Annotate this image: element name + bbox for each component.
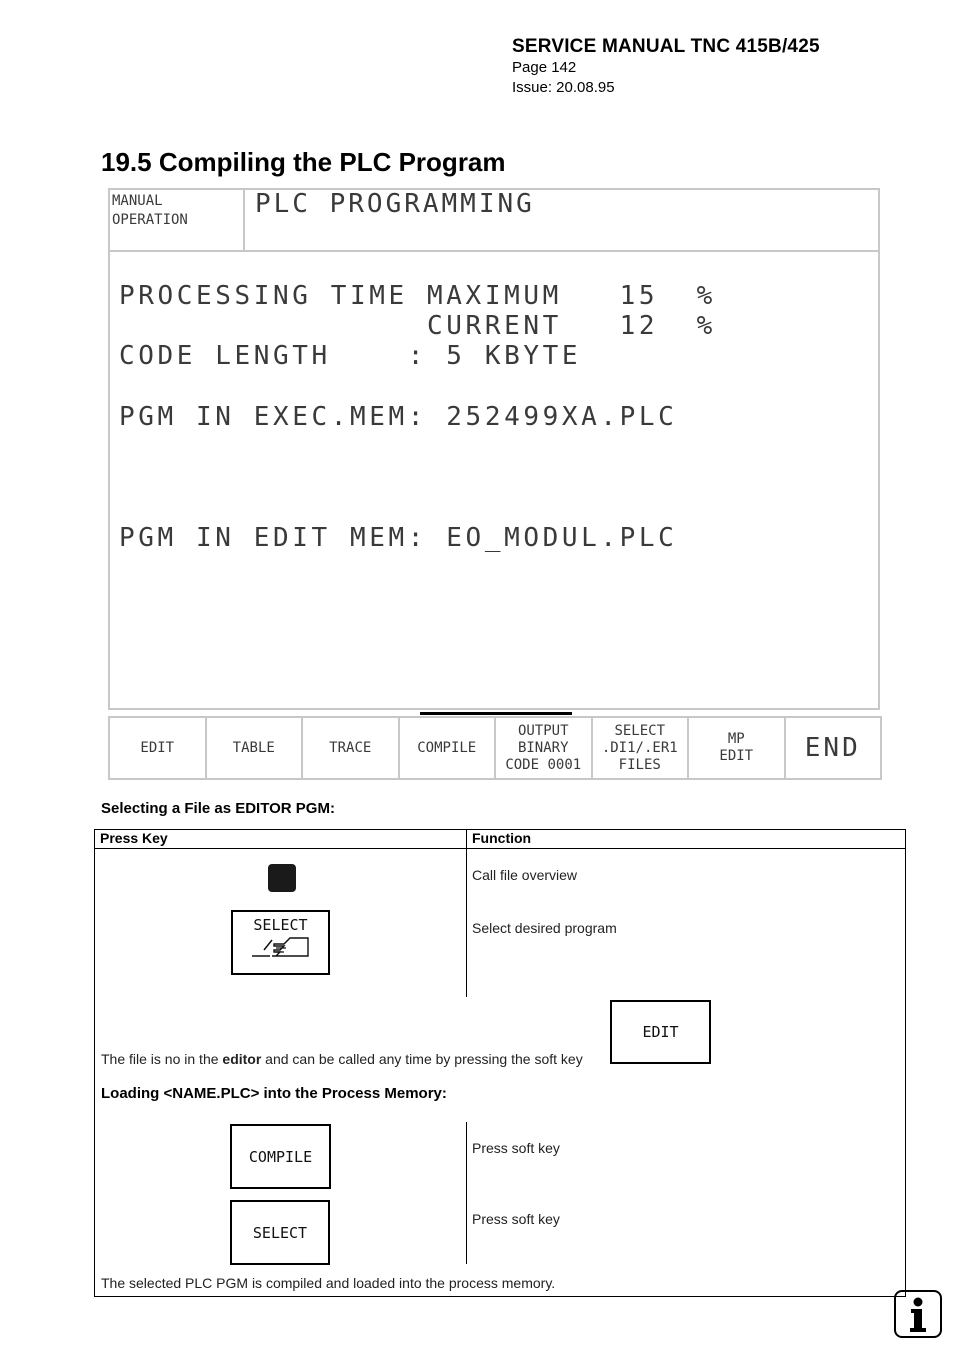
select-key-2-label: SELECT	[252, 1223, 308, 1242]
softkey-output-binary[interactable]: OUTPUT BINARY CODE 0001	[496, 718, 593, 778]
loading-heading: Loading <NAME.PLC> into the Process Memory:	[101, 1085, 447, 1102]
table-header-divider	[94, 848, 906, 849]
compile-key-label: COMPILE	[248, 1147, 313, 1166]
compile-key[interactable]	[230, 1124, 331, 1189]
manual-title: SERVICE MANUAL TNC 415B/425	[512, 36, 820, 57]
exec-mem-line: PGM IN EXEC.MEM: 252499XA.PLC	[119, 402, 678, 432]
col-header-function: Function	[472, 830, 532, 846]
function-select-program: Select desired program	[472, 920, 617, 936]
info-icon	[894, 1290, 942, 1338]
softkey-table[interactable]: TABLE	[207, 718, 304, 778]
select-key-label: SELECT	[253, 916, 308, 934]
mode-indicator	[108, 188, 245, 252]
softkey-compile[interactable]: COMPILE	[400, 718, 497, 778]
selecting-heading: Selecting a File as EDITOR PGM:	[101, 800, 335, 817]
editor-note-pre: The file is no in the	[101, 1051, 223, 1067]
tnc-screen	[108, 188, 880, 710]
current-time-line: CURRENT 12 %	[119, 311, 716, 341]
processing-time-line: PROCESSING TIME MAXIMUM 15 %	[119, 281, 716, 311]
pgm-mgt-key-icon[interactable]	[268, 864, 296, 892]
softkey-select-files[interactable]: SELECT .DI1/.ER1 FILES	[593, 718, 690, 778]
compile-note: The selected PLC PGM is compiled and loaded into the process memory.	[101, 1275, 556, 1291]
function-call-overview: Call file overview	[472, 867, 578, 883]
screen-title: PLC PROGRAMMING	[255, 189, 535, 219]
page-number: Page 142	[512, 59, 577, 76]
column-divider-1	[466, 829, 467, 997]
mode-line-2: OPERATION	[112, 212, 188, 228]
editor-note	[101, 1051, 583, 1067]
mode-line-1: MANUAL	[112, 193, 163, 209]
col-header-key: Press Key	[100, 830, 168, 846]
edit-mem-line: PGM IN EDIT MEM: EO_MODUL.PLC	[119, 523, 678, 553]
editor-note-bold: editor	[222, 1051, 262, 1067]
softkey-mp-edit[interactable]: MP EDIT	[689, 718, 786, 778]
softkey-trace[interactable]: TRACE	[303, 718, 400, 778]
softkey-page-indicator	[420, 712, 572, 715]
softkey-end[interactable]: END	[804, 732, 861, 763]
edit-key-label: EDIT	[642, 1023, 679, 1041]
issue-date: Issue: 20.08.95	[512, 79, 615, 96]
softkey-bar	[108, 716, 882, 780]
section-title: 19.5 Compiling the PLC Program	[101, 147, 506, 177]
edit-softkey-inline[interactable]	[610, 1000, 711, 1064]
hand-pointer-icon	[250, 932, 312, 962]
select-key-2[interactable]	[230, 1200, 330, 1265]
column-divider-2	[466, 1122, 467, 1264]
function-press-compile: Press soft key	[472, 1140, 560, 1156]
screen-divider	[245, 250, 880, 252]
code-length-line: CODE LENGTH : 5 KBYTE	[119, 341, 582, 371]
function-press-select: Press soft key	[472, 1211, 560, 1227]
editor-note-post: and can be called any time by pressing the soft key	[261, 1051, 583, 1067]
softkey-edit[interactable]: EDIT	[110, 718, 207, 778]
